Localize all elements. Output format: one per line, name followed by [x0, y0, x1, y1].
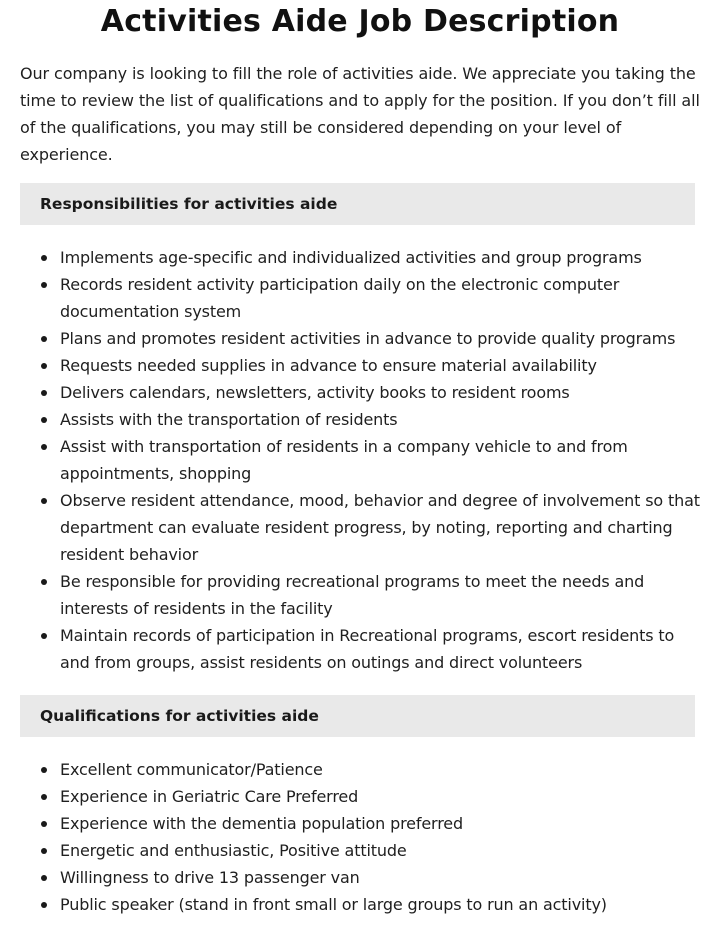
qualifications-list [20, 756, 700, 918]
list-item [20, 783, 700, 810]
page-title: Activities Aide Job Description [100, 4, 620, 39]
bullet-icon [41, 390, 47, 396]
bullet-icon [41, 875, 47, 881]
list-item [20, 568, 700, 622]
bullet-icon [41, 633, 47, 639]
list-item [20, 271, 700, 325]
list-item [20, 406, 700, 433]
list-item [20, 352, 700, 379]
list-item [20, 810, 700, 837]
list-item [20, 244, 700, 271]
responsibilities-heading: Responsibilities for activities aide [20, 183, 695, 225]
list-item-text: Energetic and enthusiastic, Positive attitude [60, 841, 407, 860]
list-item-text: Assists with the transportation of residents [60, 410, 398, 429]
list-item [20, 756, 700, 783]
list-item-text: Plans and promotes resident activities in advance to provide quality programs [60, 329, 676, 348]
bullet-icon [41, 336, 47, 342]
list-item-text: Implements age-specific and individualized activities and group programs [60, 248, 642, 267]
list-item [20, 864, 700, 891]
qualifications-heading: Qualifications for activities aide [20, 695, 695, 737]
list-item-text: Public speaker (stand in front small or large groups to run an activity) [60, 895, 607, 914]
list-item [20, 379, 700, 406]
list-item [20, 837, 700, 864]
bullet-icon [41, 417, 47, 423]
bullet-icon [41, 282, 47, 288]
list-item-text: Experience with the dementia population preferred [60, 814, 463, 833]
bullet-icon [41, 767, 47, 773]
list-item-text: Excellent communicator/Patience [60, 760, 323, 779]
list-item [20, 325, 700, 352]
list-item-text: Be responsible for providing recreational programs to meet the needs and interests of residents in the facility [60, 572, 645, 618]
list-item [20, 622, 700, 676]
bullet-icon [41, 579, 47, 585]
responsibilities-list [20, 244, 700, 676]
list-item-text: Observe resident attendance, mood, behavior and degree of involvement so that department can evaluate resident progress, by noting, reporting and charting resident behavior [60, 491, 700, 564]
list-item-text: Maintain records of participation in Recreational programs, escort residents to and from groups, assist residents on outings and direct volunteers [60, 626, 675, 672]
bullet-icon [41, 821, 47, 827]
bullet-icon [41, 794, 47, 800]
list-item [20, 487, 700, 568]
list-item-text: Willingness to drive 13 passenger van [60, 868, 360, 887]
list-item-text: Records resident activity participation daily on the electronic computer documentation system [60, 275, 620, 321]
bullet-icon [41, 363, 47, 369]
list-item-text: Assist with transportation of residents in a company vehicle to and from appointments, shopping [60, 437, 628, 483]
list-item-text: Experience in Geriatric Care Preferred [60, 787, 359, 806]
bullet-icon [41, 902, 47, 908]
list-item [20, 891, 700, 918]
bullet-icon [41, 498, 47, 504]
bullet-icon [41, 848, 47, 854]
list-item [20, 433, 700, 487]
list-item-text: Requests needed supplies in advance to ensure material availability [60, 356, 597, 375]
bullet-icon [41, 444, 47, 450]
bullet-icon [41, 255, 47, 261]
intro-paragraph: Our company is looking to fill the role of activities aide. We appreciate you taking the time to review the list of qualifications and to apply for the position. If you don’t fill all of the qualifications, you may still be considered depending on your level of experience. [20, 64, 700, 164]
list-item-text: Delivers calendars, newsletters, activity books to resident rooms [60, 383, 570, 402]
